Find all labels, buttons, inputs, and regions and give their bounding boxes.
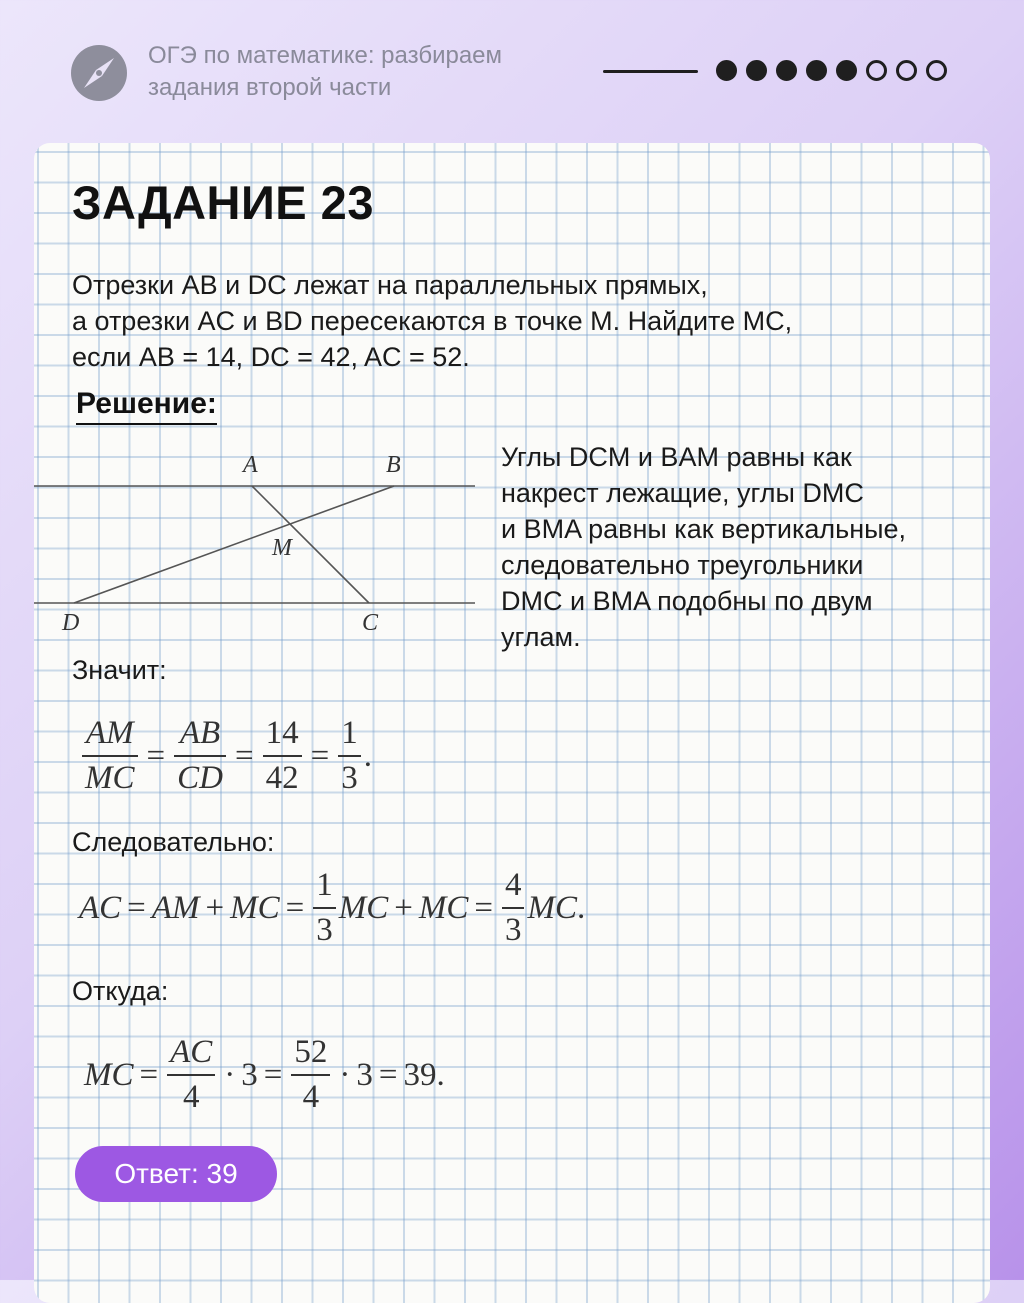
fraction xyxy=(291,1036,330,1114)
period: . xyxy=(363,737,372,774)
header xyxy=(0,0,1024,140)
sum-equation xyxy=(79,869,585,947)
fraction xyxy=(502,869,525,947)
numerator: AM xyxy=(85,715,134,751)
fraction xyxy=(174,717,226,795)
progress-dot-empty xyxy=(866,60,887,81)
denominator: CD xyxy=(177,760,223,796)
solution-explanation xyxy=(501,439,906,655)
explanation-line: углам. xyxy=(501,622,581,652)
fraction xyxy=(82,717,138,795)
explanation-line: DMC и BMA подобны по двум xyxy=(501,586,873,616)
progress-line xyxy=(603,70,698,73)
series-title-line: ОГЭ по математике: разбираем xyxy=(148,42,503,69)
term: MC xyxy=(418,889,469,926)
fraction xyxy=(263,717,302,795)
point-label-m: M xyxy=(272,535,292,561)
solution-label: Решение: xyxy=(76,387,217,425)
task-title: ЗАДАНИЕ 23 xyxy=(72,176,374,229)
fraction xyxy=(167,1036,215,1114)
ratio-equation xyxy=(79,717,372,795)
fraction xyxy=(338,717,361,795)
explanation-line: и BMA равны как вертикальные, xyxy=(501,514,907,544)
segment-bd xyxy=(74,486,394,603)
point-label-b: B xyxy=(386,452,401,478)
equals-sign: = xyxy=(127,889,146,926)
term: 3 xyxy=(356,1056,373,1093)
step-label: Значит: xyxy=(72,655,167,685)
equals-sign: = xyxy=(474,889,493,926)
equals-sign: = xyxy=(146,737,166,774)
equals-sign: = xyxy=(234,737,254,774)
progress-dot-filled xyxy=(746,60,767,81)
multiply-sign: · xyxy=(339,1056,351,1093)
fraction xyxy=(313,869,336,947)
equals-sign: = xyxy=(378,1056,398,1093)
progress-dot-filled xyxy=(716,60,737,81)
point-label-c: C xyxy=(362,610,379,636)
answer-badge: Ответ: 39 xyxy=(75,1146,277,1202)
denominator: 4 xyxy=(302,1079,320,1115)
numerator: 4 xyxy=(504,867,522,903)
explanation-line: следовательно треугольники xyxy=(501,550,864,580)
progress-dot-filled xyxy=(776,60,797,81)
point-label-d: D xyxy=(62,610,80,636)
term: AC xyxy=(79,889,122,926)
progress-dot-empty xyxy=(926,60,947,81)
problem-line: если AB = 14, DC = 42, AC = 52. xyxy=(72,342,470,372)
step-label: Следовательно: xyxy=(72,827,275,857)
numerator: 1 xyxy=(341,715,358,751)
equals-sign: = xyxy=(139,1056,159,1093)
plus-sign: + xyxy=(205,889,225,926)
content-card xyxy=(34,143,990,1303)
progress-dot-empty xyxy=(896,60,917,81)
term: MC xyxy=(84,1056,134,1093)
result-equation xyxy=(84,1036,445,1114)
term: 3 xyxy=(241,1056,258,1093)
problem-line: а отрезки AC и BD пересекаются в точке M. Найдите MC, xyxy=(72,306,793,336)
denominator: 4 xyxy=(182,1079,200,1115)
denominator: 42 xyxy=(265,760,299,796)
plus-sign: + xyxy=(394,889,413,926)
denominator: 3 xyxy=(504,912,522,948)
explanation-line: накрест лежащие, углы DMC xyxy=(501,478,864,508)
numerator: 1 xyxy=(316,867,333,903)
term: MC xyxy=(230,889,280,926)
compass-icon xyxy=(70,44,128,102)
progress-dot-filled xyxy=(836,60,857,81)
denominator: 3 xyxy=(341,760,358,796)
result-value: 39 xyxy=(403,1056,437,1093)
numerator: AC xyxy=(170,1034,213,1070)
point-label-a: A xyxy=(243,452,258,478)
denominator: 3 xyxy=(316,912,333,948)
series-title-line: задания второй части xyxy=(148,74,392,101)
slide-progress-dots xyxy=(716,60,947,81)
step-label: Откуда: xyxy=(72,976,169,1006)
equals-sign: = xyxy=(310,737,330,774)
term: MC xyxy=(338,889,389,926)
numerator: AB xyxy=(179,715,221,751)
term: AM xyxy=(151,889,200,926)
numerator: 52 xyxy=(294,1034,328,1070)
explanation-line: Углы DCM и BAM равны как xyxy=(501,442,852,472)
denominator: MC xyxy=(85,760,135,796)
equals-sign: = xyxy=(285,889,305,926)
problem-line: Отрезки AB и DC лежат на параллельных прямых, xyxy=(72,270,708,300)
problem-statement xyxy=(72,267,792,375)
series-title xyxy=(148,40,502,104)
segment-ac xyxy=(252,486,369,603)
progress-dot-filled xyxy=(806,60,827,81)
equals-sign: = xyxy=(263,1056,283,1093)
numerator: 14 xyxy=(265,715,299,751)
geometry-diagram xyxy=(34,445,494,645)
period: . xyxy=(436,1056,445,1093)
multiply-sign: · xyxy=(224,1056,236,1093)
term: MC xyxy=(527,889,577,926)
period: . xyxy=(576,889,586,926)
